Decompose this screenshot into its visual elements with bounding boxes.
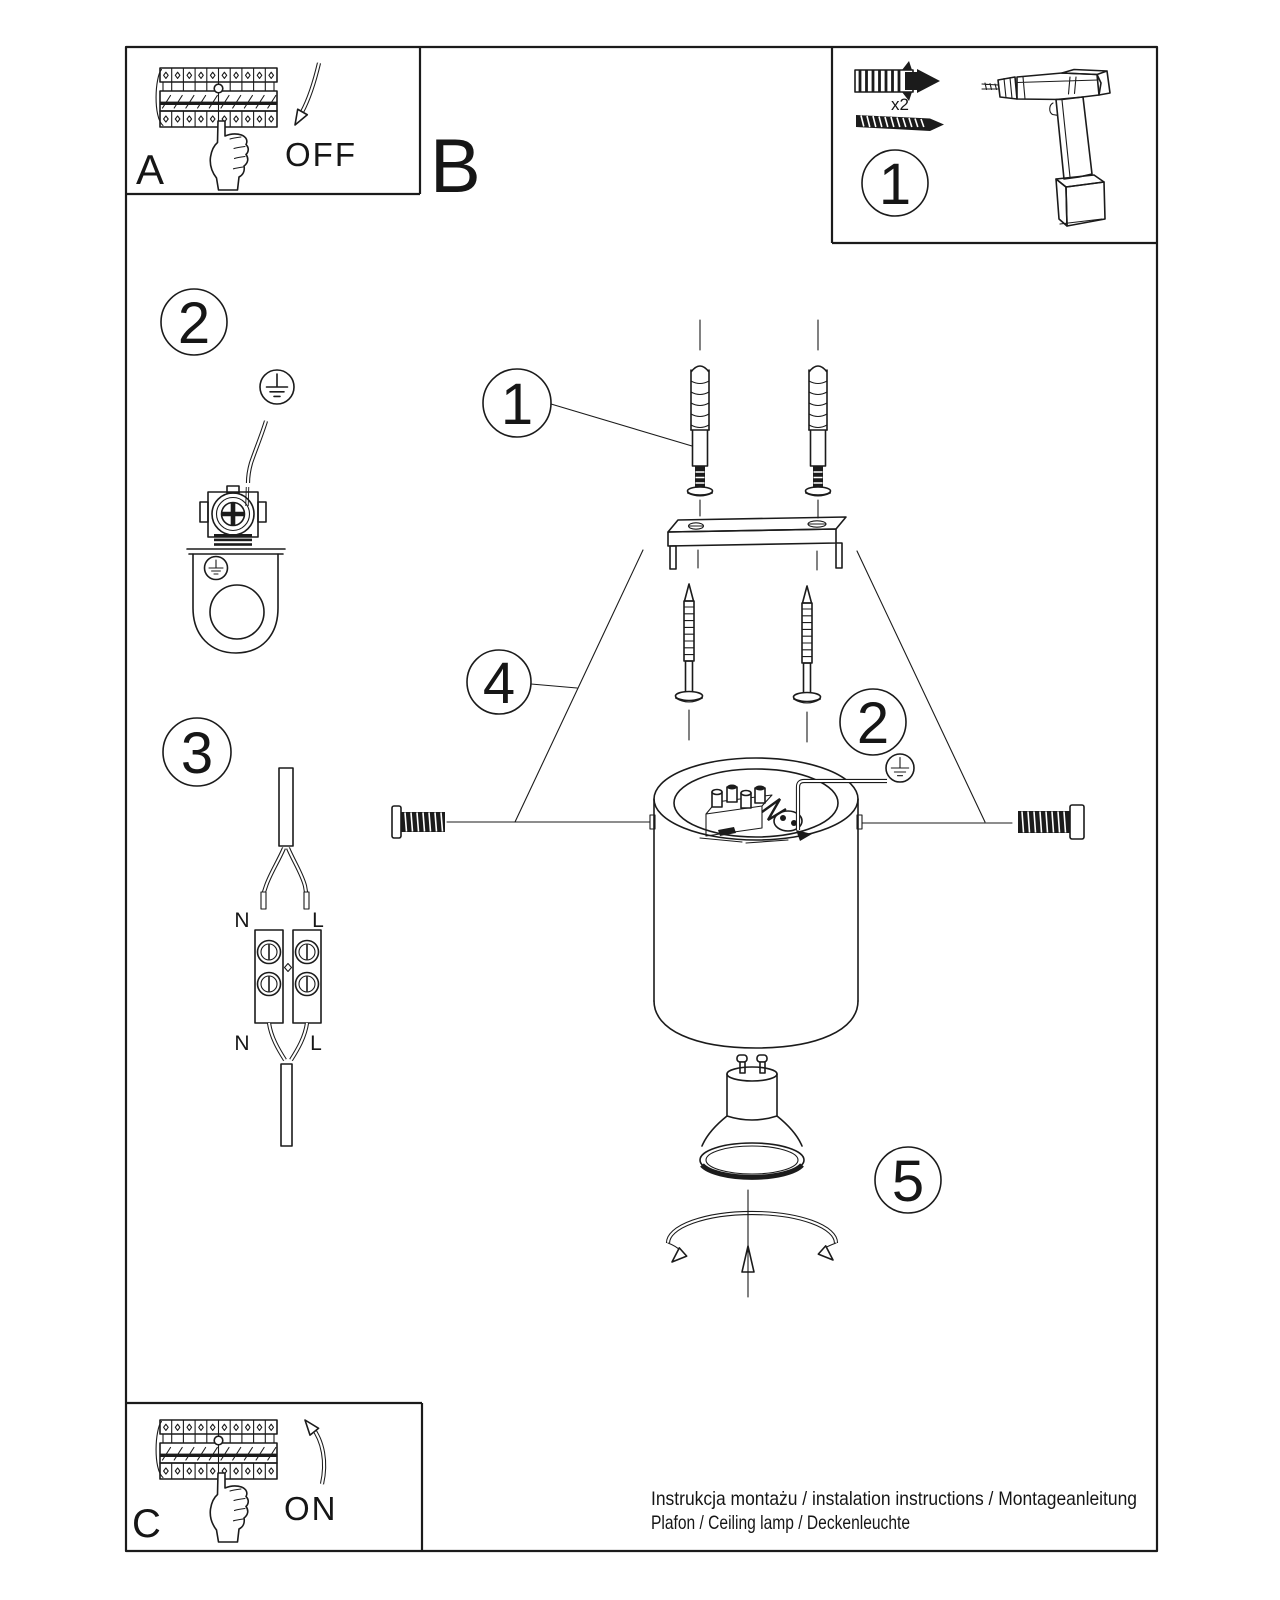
step-2-badge-main	[840, 689, 906, 756]
center-line-bracket-screw	[698, 550, 817, 570]
insert-arrow-icon	[742, 1190, 754, 1297]
label-live-bottom: L	[310, 1032, 322, 1055]
parts-box	[855, 61, 1110, 226]
mounting-screw-icon	[856, 115, 944, 131]
drill-icon	[982, 70, 1110, 227]
label-on: ON	[284, 1490, 338, 1527]
lamp-holder-icon	[187, 549, 285, 653]
side-bolt-left	[392, 806, 650, 838]
center-line-plug-bracket	[700, 500, 818, 518]
section-a	[136, 63, 357, 193]
mounting-screw-right	[794, 586, 821, 742]
label-b: B	[430, 124, 481, 209]
terminal-screw-icon	[200, 486, 266, 546]
label-live-top: L	[312, 909, 324, 932]
earth-symbol-icon	[260, 370, 294, 404]
step-2-number: 2	[177, 291, 211, 356]
label-neutral-bottom: N	[234, 1032, 250, 1055]
earth-symbol-icon-main	[886, 754, 914, 782]
dowel-quantity-label: x2	[891, 95, 909, 114]
connector-block-icon	[255, 930, 321, 1023]
center-line-top	[700, 320, 818, 350]
step-3-number: 3	[180, 721, 214, 786]
step-5-badge	[875, 1147, 941, 1214]
step-1-badge-parts	[862, 150, 928, 217]
wall-plug-left	[688, 366, 713, 496]
footer-line-1: Instrukcja montażu / instalation instructions / Montageanleitung	[651, 1488, 1137, 1510]
label-c: C	[132, 1502, 161, 1546]
step-1-number-parts: 1	[878, 152, 912, 217]
section-2	[161, 289, 294, 653]
main-assembly	[392, 320, 1084, 1297]
lamp-cable-icon	[269, 1023, 307, 1146]
footer-line-2: Plafon / Ceiling lamp / Deckenleuchte	[651, 1512, 910, 1534]
breaker-panel-icon-c	[156, 1420, 277, 1479]
step-1-number-main: 1	[500, 372, 534, 437]
label-a: A	[136, 146, 165, 193]
mounting-bracket-icon	[668, 517, 846, 569]
expansion-lines	[515, 550, 985, 822]
ground-wire-icon	[247, 421, 266, 506]
gu10-bulb-icon	[700, 1055, 804, 1177]
page-frame	[126, 47, 1157, 1551]
side-bolt-right	[862, 805, 1084, 839]
footer	[651, 1488, 1137, 1534]
section-c	[132, 1420, 338, 1546]
breaker-panel-icon-a	[156, 68, 277, 127]
step-2-number-main: 2	[856, 691, 890, 756]
step-4-badge	[467, 650, 577, 716]
off-arrow-icon	[295, 63, 319, 125]
label-off: OFF	[285, 136, 357, 173]
section-3	[163, 718, 324, 1146]
step-3-badge	[163, 718, 231, 786]
label-neutral-top: N	[234, 909, 250, 932]
step-1-badge-main	[483, 369, 692, 446]
terminal-hardware-icon	[700, 785, 812, 844]
rotation-arrow-icon	[668, 1213, 836, 1262]
mounting-screw-left	[676, 584, 703, 740]
step-2-badge	[161, 289, 227, 356]
pointing-hand-icon-c	[210, 1473, 248, 1542]
wall-plug-right	[806, 366, 831, 496]
on-arrow-icon	[305, 1420, 324, 1484]
supply-cable-icon	[261, 768, 309, 909]
step-4-number: 4	[482, 651, 516, 716]
step-5-number: 5	[891, 1149, 925, 1214]
pointing-hand-icon-a	[210, 121, 248, 190]
